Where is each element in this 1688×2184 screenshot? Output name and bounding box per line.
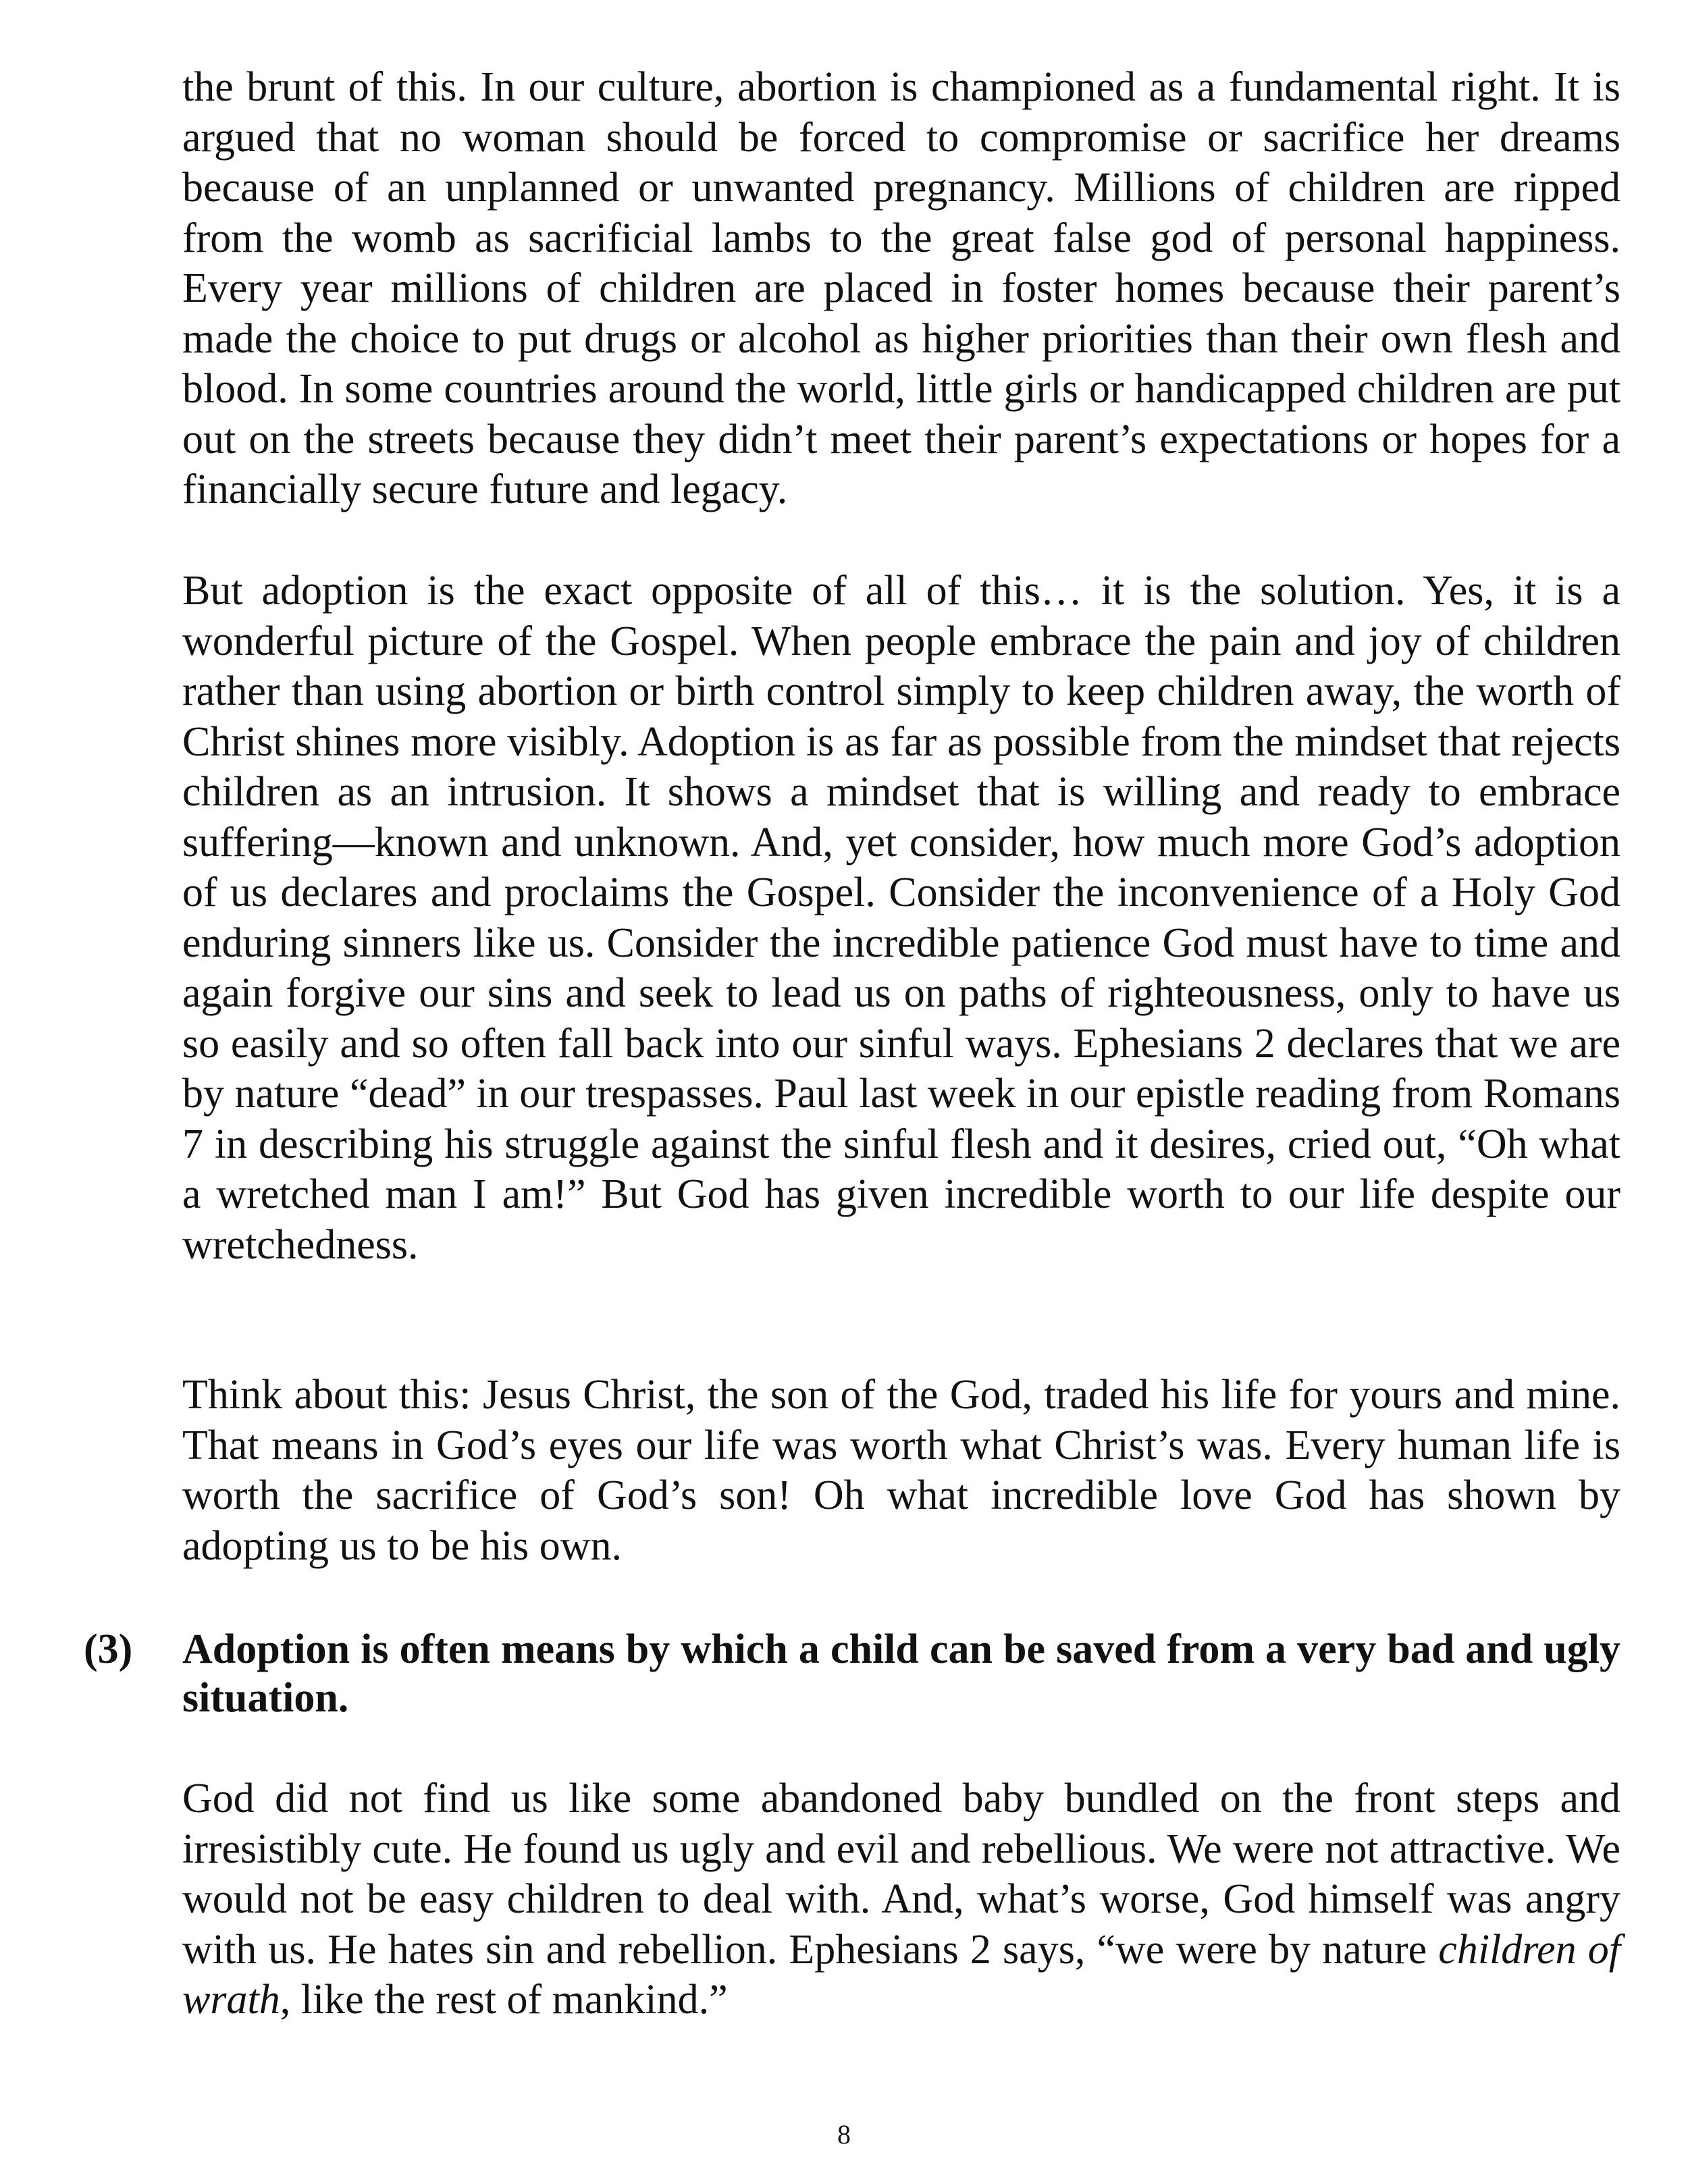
paragraph-think-about-this: Think about this: Jesus Christ, the son of the God, traded his life for yours and mine. That means in God’s eyes our life was worth what Christ’s was. Every human life is worth the sacrifice of God’s son! Oh what incredible love God has shown by adopting us to be his own. xyxy=(182,1372,1620,1569)
section-heading-text: Adoption is often means by which a child can be saved from a very bad and ugly situation. xyxy=(182,1626,1620,1721)
paragraph-text-end: , like the rest of mankind.” xyxy=(280,1977,728,2023)
paragraph-god-found-us xyxy=(182,1774,1620,2025)
paragraph-text-start: God did not find us like some abandoned baby bundled on the front steps and irresistibly cute. He found us ugly and evil and rebellious. We were not attractive. We would not be easy children to deal with. And, what’s worse, God himself was angry with us. He hates sin and rebellion. Ephesians 2 says, “we were by nature xyxy=(182,1776,1620,1973)
paragraph-adoption-gospel: But adoption is the exact opposite of all of this… it is the solution. Yes, it is a wonderful picture of the Gospel. When people embrace the pain and joy of children rather than using abortion or birth control simply to keep children away, the worth of Christ shines more visibly. Adoption is as far as possible from the mindset that rejects children as an intrusion. It shows a mindset that is willing and ready to embrace suffering—known and unknown. And, yet consider, how much more God’s adoption of us declares and proclaims the Gospel. Consider the inconvenience of a Holy God enduring sinners like us. Consider the incredible patience God must have to time and again forgive our sins and seek to lead us on paths of righteousness, only to have us so easily and so often fall back into our sinful ways. Ephesians 2 declares that we are by nature “dead” in our trespasses. Paul last week in our epistle reading from Romans 7 in describing his struggle against the sinful flesh and it desires, cried out, “Oh what a wretched man I am!” But God has given incredible worth to our life despite our wretchedness. xyxy=(182,568,1620,1268)
section-number: (3) xyxy=(84,1626,133,1672)
paragraph-abortion-culture: the brunt of this. In our culture, abortion is championed as a fundamental right. It is argued that no woman should be forced to compromise or sacrifice her dreams because of an unplanned or unwanted pregnancy. Millions of children are ripped from the womb as sacrificial lambs to the great false god of personal happiness. Every year millions of children are placed in foster homes because their parent’s made the choice to put drugs or alcohol as higher priorities than their own flesh and blood. In some countries around the world, little girls or handicapped children are put out on the streets because they didn’t meet their parent’s expectations or hopes for a financially secure future and legacy. xyxy=(182,64,1620,512)
italic-phrase: children of wrath xyxy=(182,1926,1620,2023)
page-number: 8 xyxy=(837,2119,851,2150)
